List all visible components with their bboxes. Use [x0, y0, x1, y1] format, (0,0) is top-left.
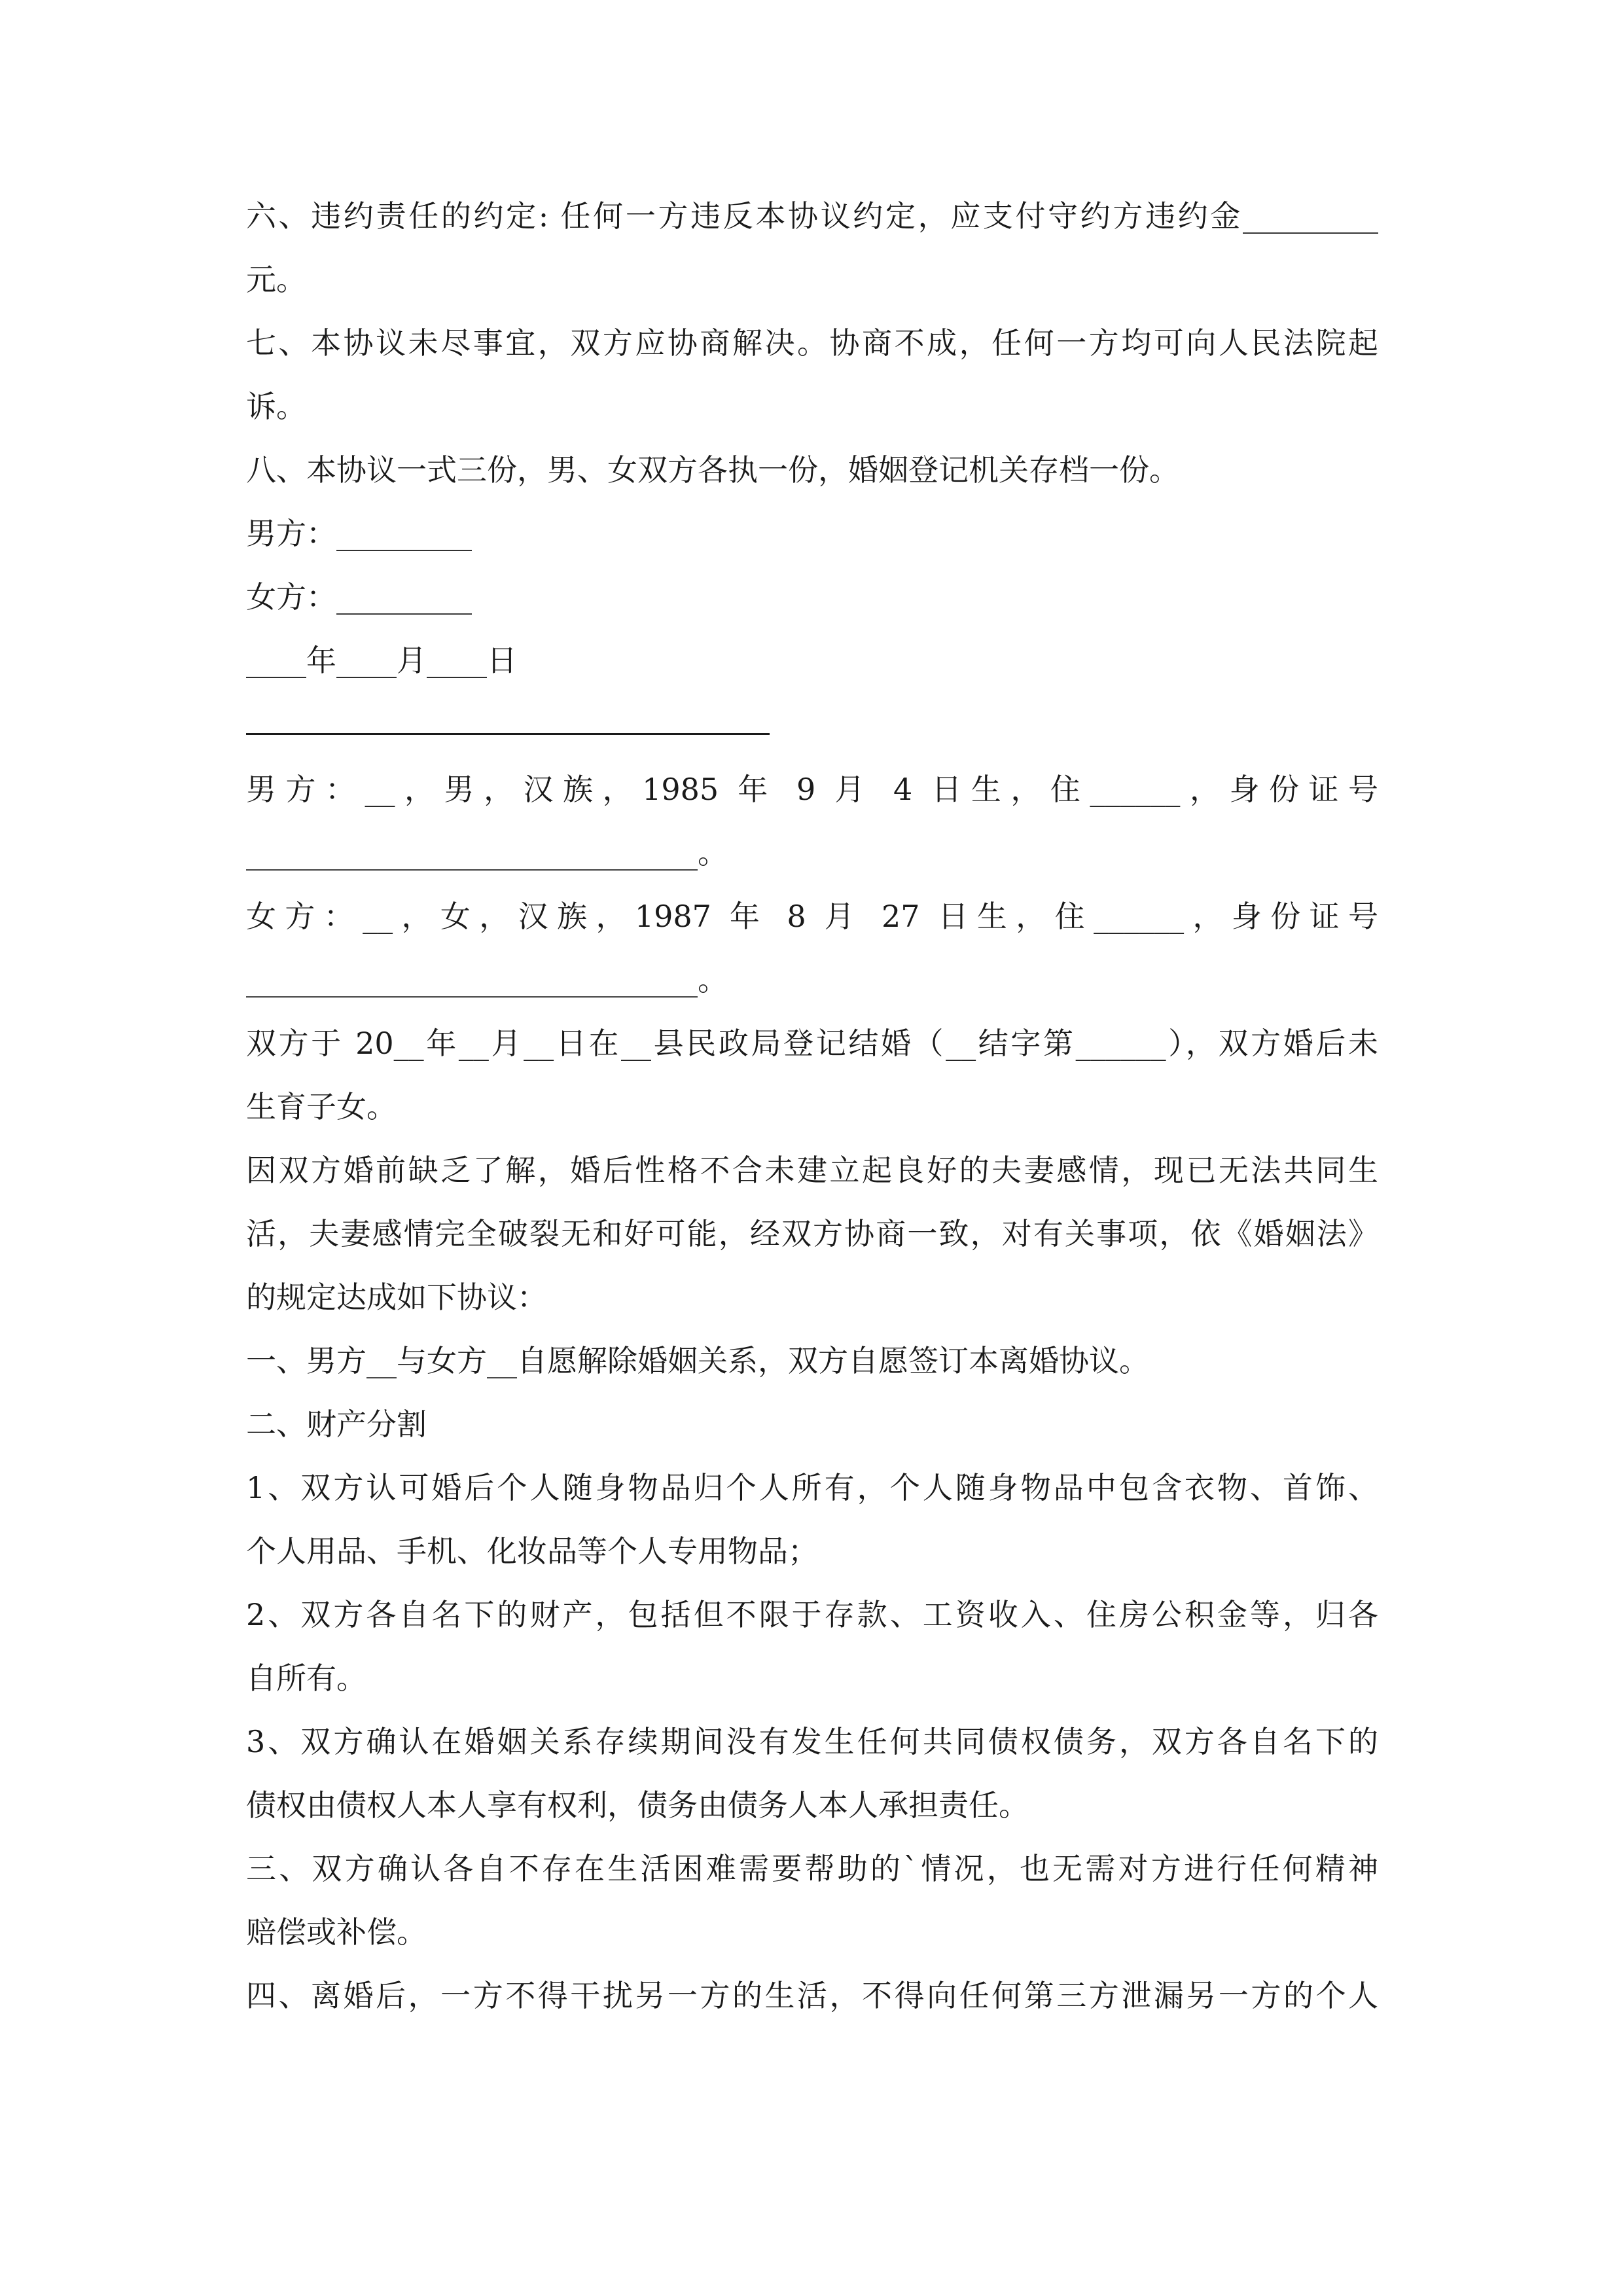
- divorce-reason: 因双方婚前缺乏了解，婚后性格不合未建立起良好的夫妻感情，现已无法共同生: [246, 1153, 1378, 1188]
- property-item-2: 2、双方各自名下的财产，包括但不限于存款、工资收入、住房公积金等，归各: [246, 1597, 1378, 1632]
- section-divider: [246, 733, 770, 735]
- clause-8-copies: 八、本协议一式三份，男、女双方各执一份，婚姻登记机关存档一份。: [246, 452, 1179, 488]
- property-item-2-continued: 自所有。: [246, 1660, 366, 1696]
- clause-6-breach-liability: 六、违约责任的约定: 任何一方违反本协议约定，应支付守约方违约金_________: [246, 198, 1378, 234]
- property-item-3-continued: 债权由债权人本人享有权利，债务由债务人本人承担责任。: [246, 1787, 1029, 1823]
- clause-6-continued: 元。: [246, 262, 306, 297]
- male-party-id-number: ______________________________。: [246, 835, 728, 870]
- clause-7-continued: 诉。: [246, 389, 306, 424]
- property-item-1: 1、双方认可婚后个人随身物品归个人所有，个人随身物品中包含衣物、首饰、: [246, 1470, 1378, 1505]
- marriage-registration-continued: 生育子女。: [246, 1089, 397, 1124]
- clause-3-continued: 赔偿或补偿。: [246, 1914, 427, 1950]
- male-party-info: 男方：__，男，汉族，1985 年 9 月 4 日生，住______，身份证号: [246, 772, 1378, 807]
- clause-4-non-interference: 四、离婚后，一方不得干扰另一方的生活，不得向任何第三方泄漏另一方的个人: [246, 1978, 1378, 2013]
- property-item-3: 3、双方确认在婚姻关系存续期间没有发生任何共同债权债务，双方各自名下的: [246, 1724, 1378, 1759]
- clause-1-dissolution: 一、男方__与女方__自愿解除婚姻关系，双方自愿签订本离婚协议。: [246, 1343, 1149, 1378]
- signature-date: ____年____月____日: [246, 643, 517, 678]
- clause-2-property-heading: 二、财产分割: [246, 1407, 427, 1442]
- clause-7-unresolved-matters: 七、本协议未尽事宜，双方应协商解决。协商不成，任何一方均可向人民法院起: [246, 325, 1378, 361]
- female-party-signature: 女方：_________: [246, 579, 472, 615]
- divorce-reason-continued: 活，夫妻感情完全破裂无和好可能，经双方协商一致，对有关事项，依《婚姻法》: [246, 1216, 1378, 1251]
- divorce-reason-end: 的规定达成如下协议：: [246, 1280, 547, 1315]
- marriage-registration: 双方于 20__年__月__日在__县民政局登记结婚（__结字第______），双方婚后未: [246, 1026, 1378, 1061]
- property-item-1-continued: 个人用品、手机、化妆品等个人专用物品；: [246, 1534, 818, 1569]
- female-party-id-number: ______________________________。: [246, 962, 728, 997]
- female-party-info: 女方：__，女，汉族，1987 年 8 月 27 日生，住______，身份证号: [246, 899, 1378, 934]
- male-party-signature: 男方：_________: [246, 516, 472, 551]
- clause-3-no-hardship: 三、双方确认各自不存在生活困难需要帮助的`情况，也无需对方进行任何精神: [246, 1851, 1378, 1886]
